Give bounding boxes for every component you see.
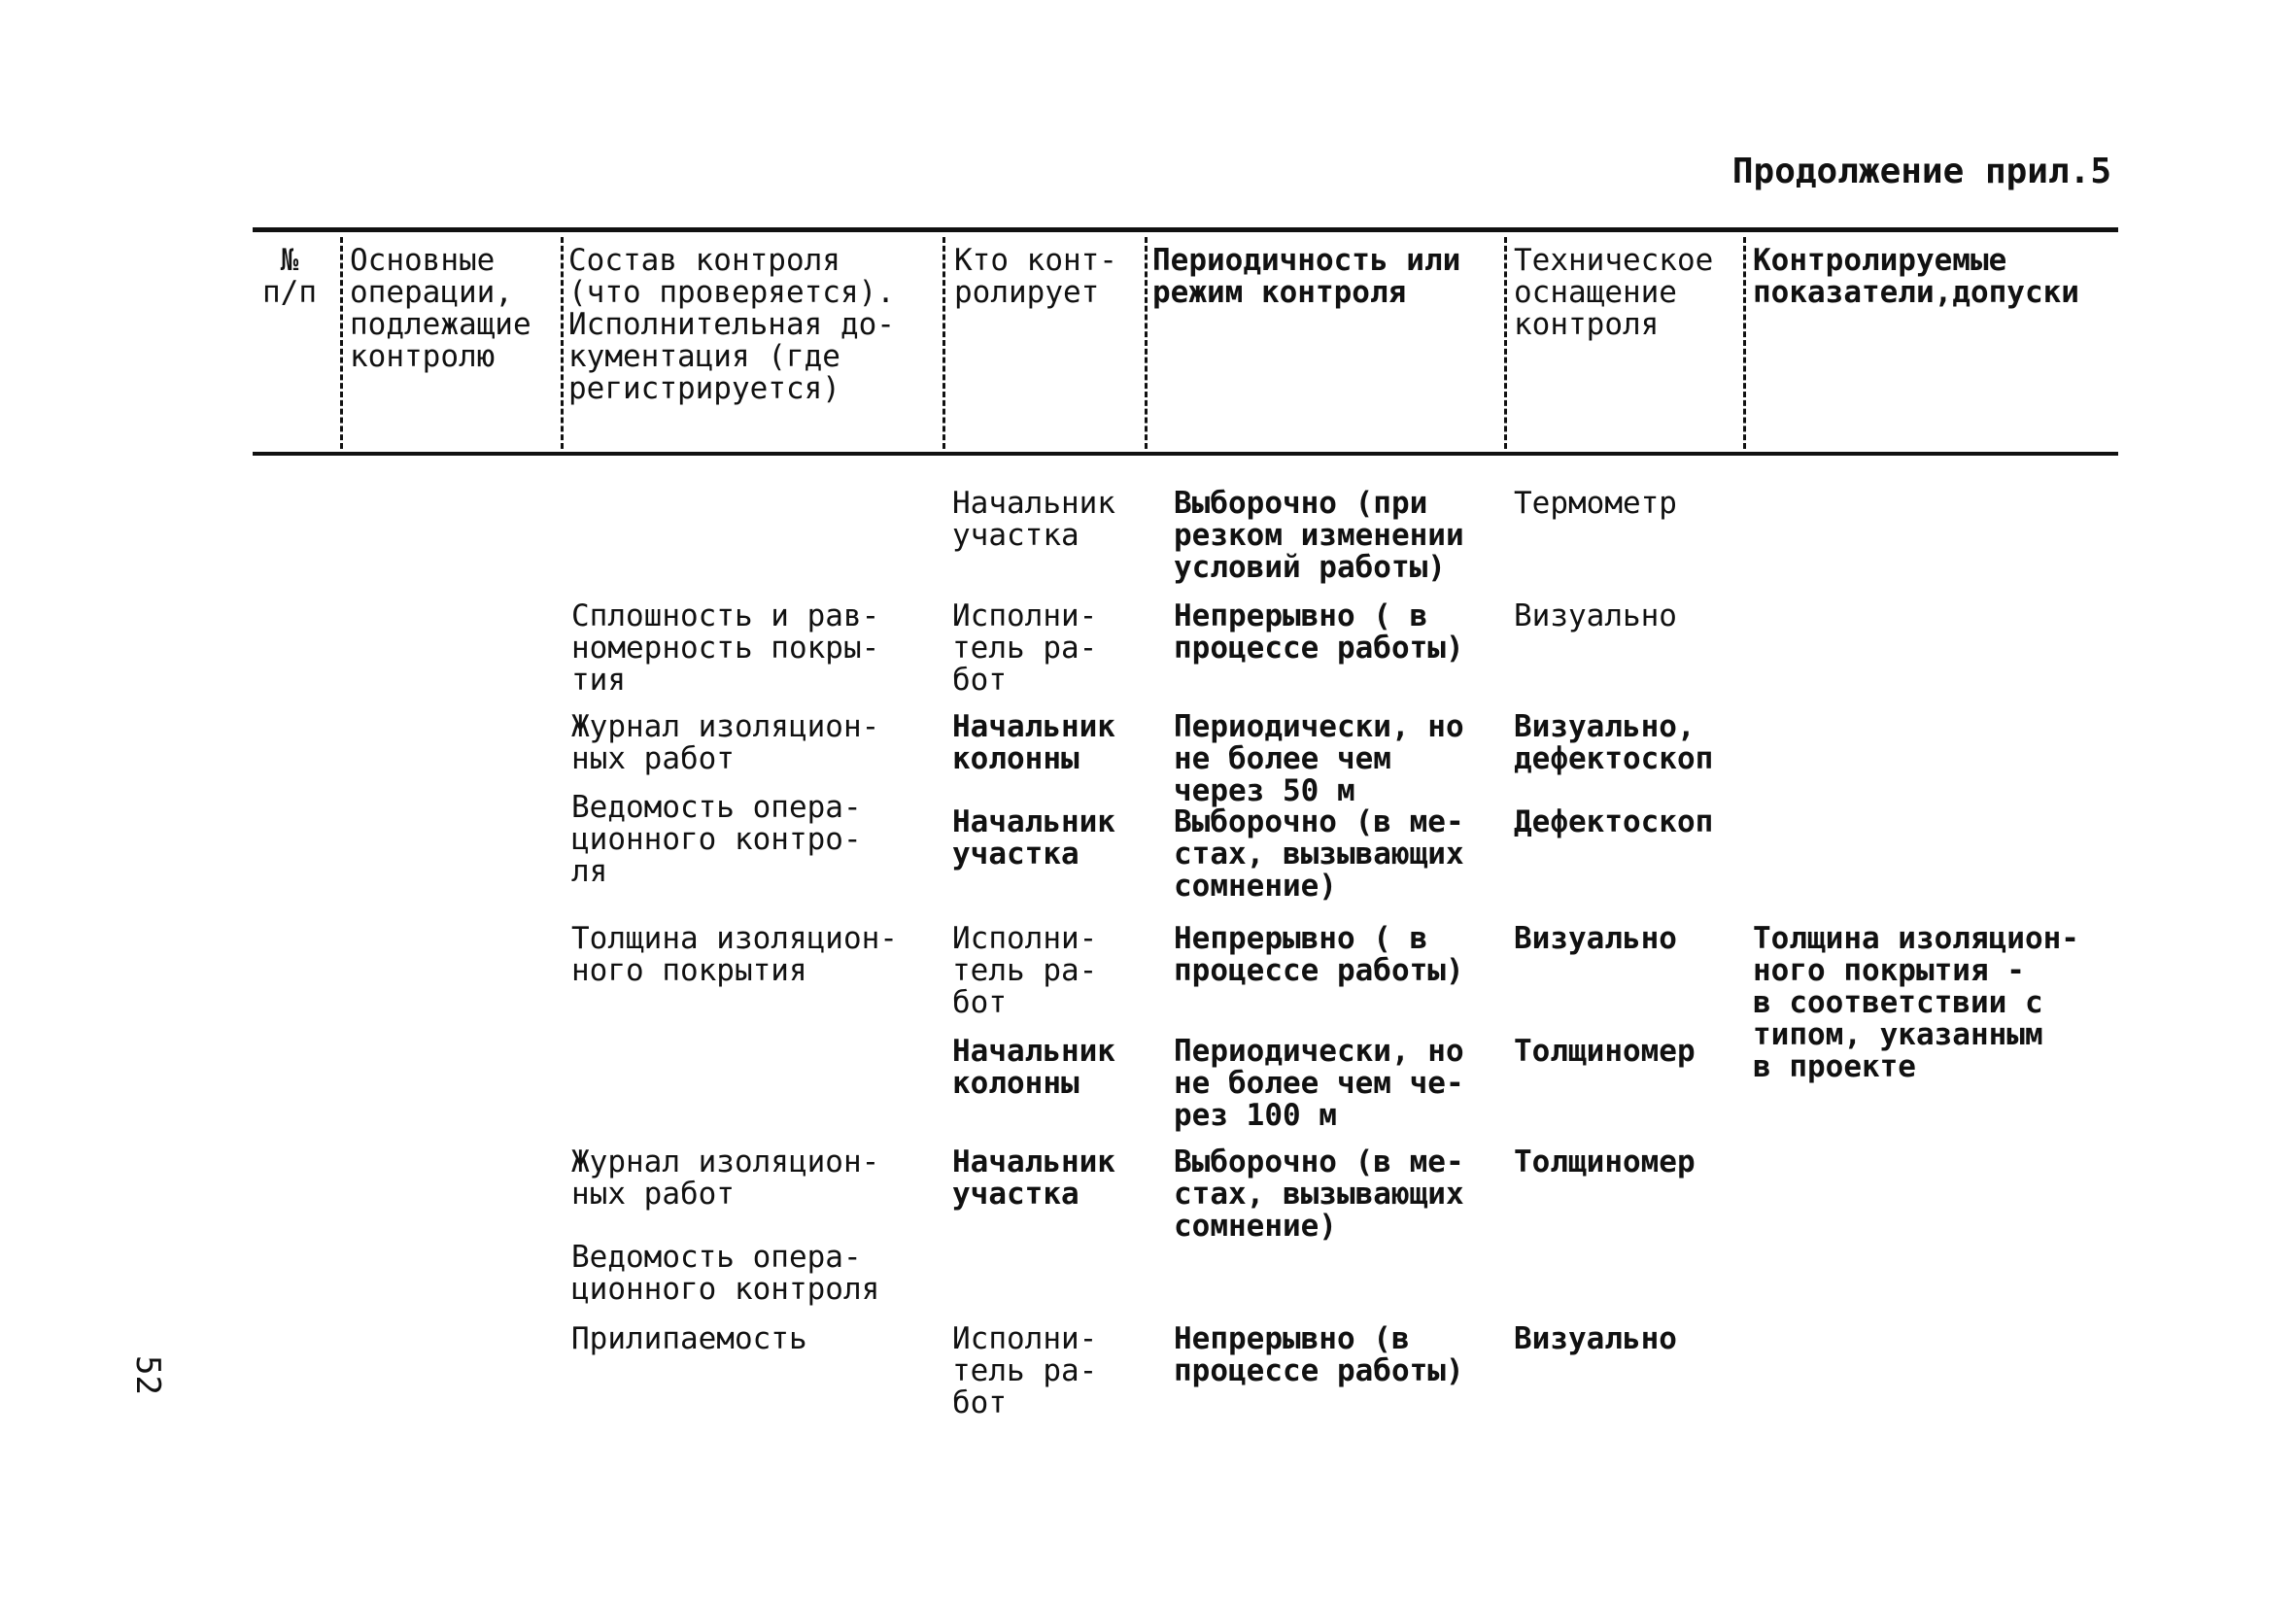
column-divider bbox=[1743, 237, 1746, 449]
cell-who: Исполни- тель ра- бот bbox=[952, 921, 1098, 1020]
cell-equipment: Дефектоскоп bbox=[1514, 804, 1714, 839]
column-divider bbox=[340, 237, 343, 449]
cell-equipment: Визуально, дефектоскоп bbox=[1514, 709, 1714, 776]
cell-composition: Прилипаемость bbox=[571, 1321, 807, 1356]
column-divider bbox=[942, 237, 945, 449]
header-operations: Основные операции, подлежащие контролю bbox=[350, 243, 531, 374]
cell-equipment: Визуально bbox=[1514, 921, 1677, 956]
cell-who: Начальник колонны bbox=[952, 1034, 1115, 1101]
cell-composition: Журнал изоляцион- ных работ bbox=[571, 709, 880, 776]
cell-who: Начальник участка bbox=[952, 1145, 1115, 1212]
cell-periodicity: Выборочно (при резком изменении условий работы) bbox=[1174, 486, 1464, 585]
column-divider bbox=[1504, 237, 1507, 449]
cell-periodicity: Непрерывно ( в процессе работы) bbox=[1174, 598, 1464, 666]
column-divider bbox=[1145, 237, 1148, 449]
column-divider bbox=[561, 237, 564, 449]
cell-periodicity: Непрерывно (в процессе работы) bbox=[1174, 1321, 1464, 1388]
cell-composition: Ведомость опера- ционного контроля bbox=[571, 1240, 880, 1307]
cell-equipment: Толщиномер bbox=[1514, 1145, 1696, 1179]
cell-composition: Толщина изоляцион- ного покрытия bbox=[571, 921, 898, 988]
header-who: Кто конт- ролирует bbox=[954, 243, 1117, 310]
cell-composition: Журнал изоляцион- ных работ bbox=[571, 1145, 880, 1212]
cell-composition: Ведомость опера- ционного контро- ля bbox=[571, 790, 862, 889]
cell-who: Начальник участка bbox=[952, 804, 1115, 871]
cell-equipment: Толщиномер bbox=[1514, 1034, 1696, 1069]
header-periodicity: Периодичность или режим контроля bbox=[1152, 243, 1461, 310]
page-caption: Продолжение прил.5 bbox=[1731, 152, 2111, 191]
cell-periodicity: Периодически, но не более чем че- рез 100 м bbox=[1174, 1034, 1464, 1133]
cell-who: Исполни- тель ра- бот bbox=[952, 598, 1098, 698]
cell-composition: Сплошность и рав- номерность покры- тия bbox=[571, 598, 880, 698]
header-tolerance: Контролируемые показатели,допуски bbox=[1753, 243, 2079, 310]
cell-periodicity: Непрерывно ( в процессе работы) bbox=[1174, 921, 1464, 988]
cell-equipment: Термометр bbox=[1514, 486, 1677, 521]
header-number: № п/п bbox=[262, 243, 317, 310]
page-number: 52 bbox=[128, 1355, 167, 1395]
cell-periodicity: Периодически, но не более чем через 50 м bbox=[1174, 709, 1464, 808]
cell-periodicity: Выборочно (в ме- стах, вызывающих сомнение) bbox=[1174, 1145, 1464, 1244]
header-equipment: Техническое оснащение контроля bbox=[1514, 243, 1714, 342]
header-bottom-rule bbox=[253, 452, 2118, 456]
cell-periodicity: Выборочно (в ме- стах, вызывающих сомнение) bbox=[1174, 804, 1464, 904]
cell-equipment: Визуально bbox=[1514, 1321, 1677, 1356]
cell-who: Начальник участка bbox=[952, 486, 1115, 553]
cell-who: Начальник колонны bbox=[952, 709, 1115, 776]
table-top-rule bbox=[253, 227, 2118, 232]
cell-equipment: Визуально bbox=[1514, 598, 1677, 633]
header-composition: Состав контроля (что проверяется). Исполнительная до- кументация (где регистрируется) bbox=[568, 243, 895, 406]
cell-tolerance: Толщина изоляцион- ного покрытия - в соответствии с типом, указанным в проекте bbox=[1753, 921, 2079, 1084]
cell-who: Исполни- тель ра- бот bbox=[952, 1321, 1098, 1420]
